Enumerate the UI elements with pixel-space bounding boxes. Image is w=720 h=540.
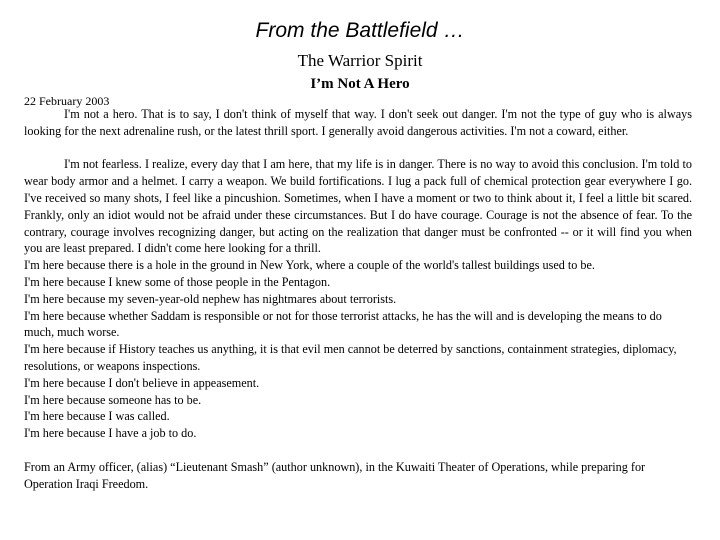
document-body <box>24 106 692 492</box>
reason-line: I'm here because my seven-year-old nephew has nightmares about terrorists. <box>24 291 397 306</box>
page-title: From the Battlefield … <box>255 19 465 42</box>
page-subtitle: The Warrior Spirit <box>297 51 423 70</box>
attribution-text: From an Army officer, (alias) “Lieutenant Smash” (author unknown), in the Kuwaiti Theater of Operations, while preparing for Operation Iraqi Freedom. <box>24 459 646 491</box>
reason-line: I'm here because if History teaches us anything, it is that evil men cannot be deterred by sanctions, containment strategies, diplomacy, resolutions, or weapons inspections. <box>24 342 677 373</box>
paragraph-2: I'm not fearless. I realize, every day that I am here, that my life is in danger. There is no way to avoid this conclusion. I'm told to wear body armor and a helmet. I carry a weapon. We build fortifications. I lug a pack full of chemical protection gear everywhere I go. I've received so many shots, I feel like a pincushion. Sometimes, when I have a moment or two to think about it, I feel a little bit scared. Frankly, only an idiot would not be afraid under these circumstances. But I do have courage. Courage is not the absence of fear. To the contrary, courage involves recognizing danger, but acting on the realization that danger must be confronted -- or it will find you when you are least prepared. I didn't come here looking for a thrill. <box>24 157 692 256</box>
paragraph-spacer <box>24 442 692 459</box>
reason-line: I'm here because I was called. <box>24 409 170 424</box>
reason-line: I'm here because someone has to be. <box>24 392 202 407</box>
paragraph-1: I'm not a hero. That is to say, I don't think of myself that way. I don't seek out danger. I'm not the type of guy who is always looking for the next adrenaline rush, or the latest thrill sport. I generally avoid dangerous activities. I'm not a coward, either. <box>24 107 692 138</box>
paragraph-spacer <box>24 140 692 157</box>
section-heading: I’m Not A Hero <box>310 76 410 92</box>
reason-line: I'm here because there is a hole in the ground in New York, where a couple of the world's tallest buildings used to be. <box>24 258 595 273</box>
document-date: 22 February 2003 <box>24 94 110 108</box>
reason-line: I'm here because whether Saddam is responsible or not for those terrorist attacks, he has the will and is developing the means to do much, much worse. <box>24 308 662 340</box>
reason-line: I'm here because I don't believe in appeasement. <box>24 375 260 390</box>
reason-line: I'm here because I have a job to do. <box>24 426 197 441</box>
reason-line: I'm here because I knew some of those people in the Pentagon. <box>24 274 331 289</box>
